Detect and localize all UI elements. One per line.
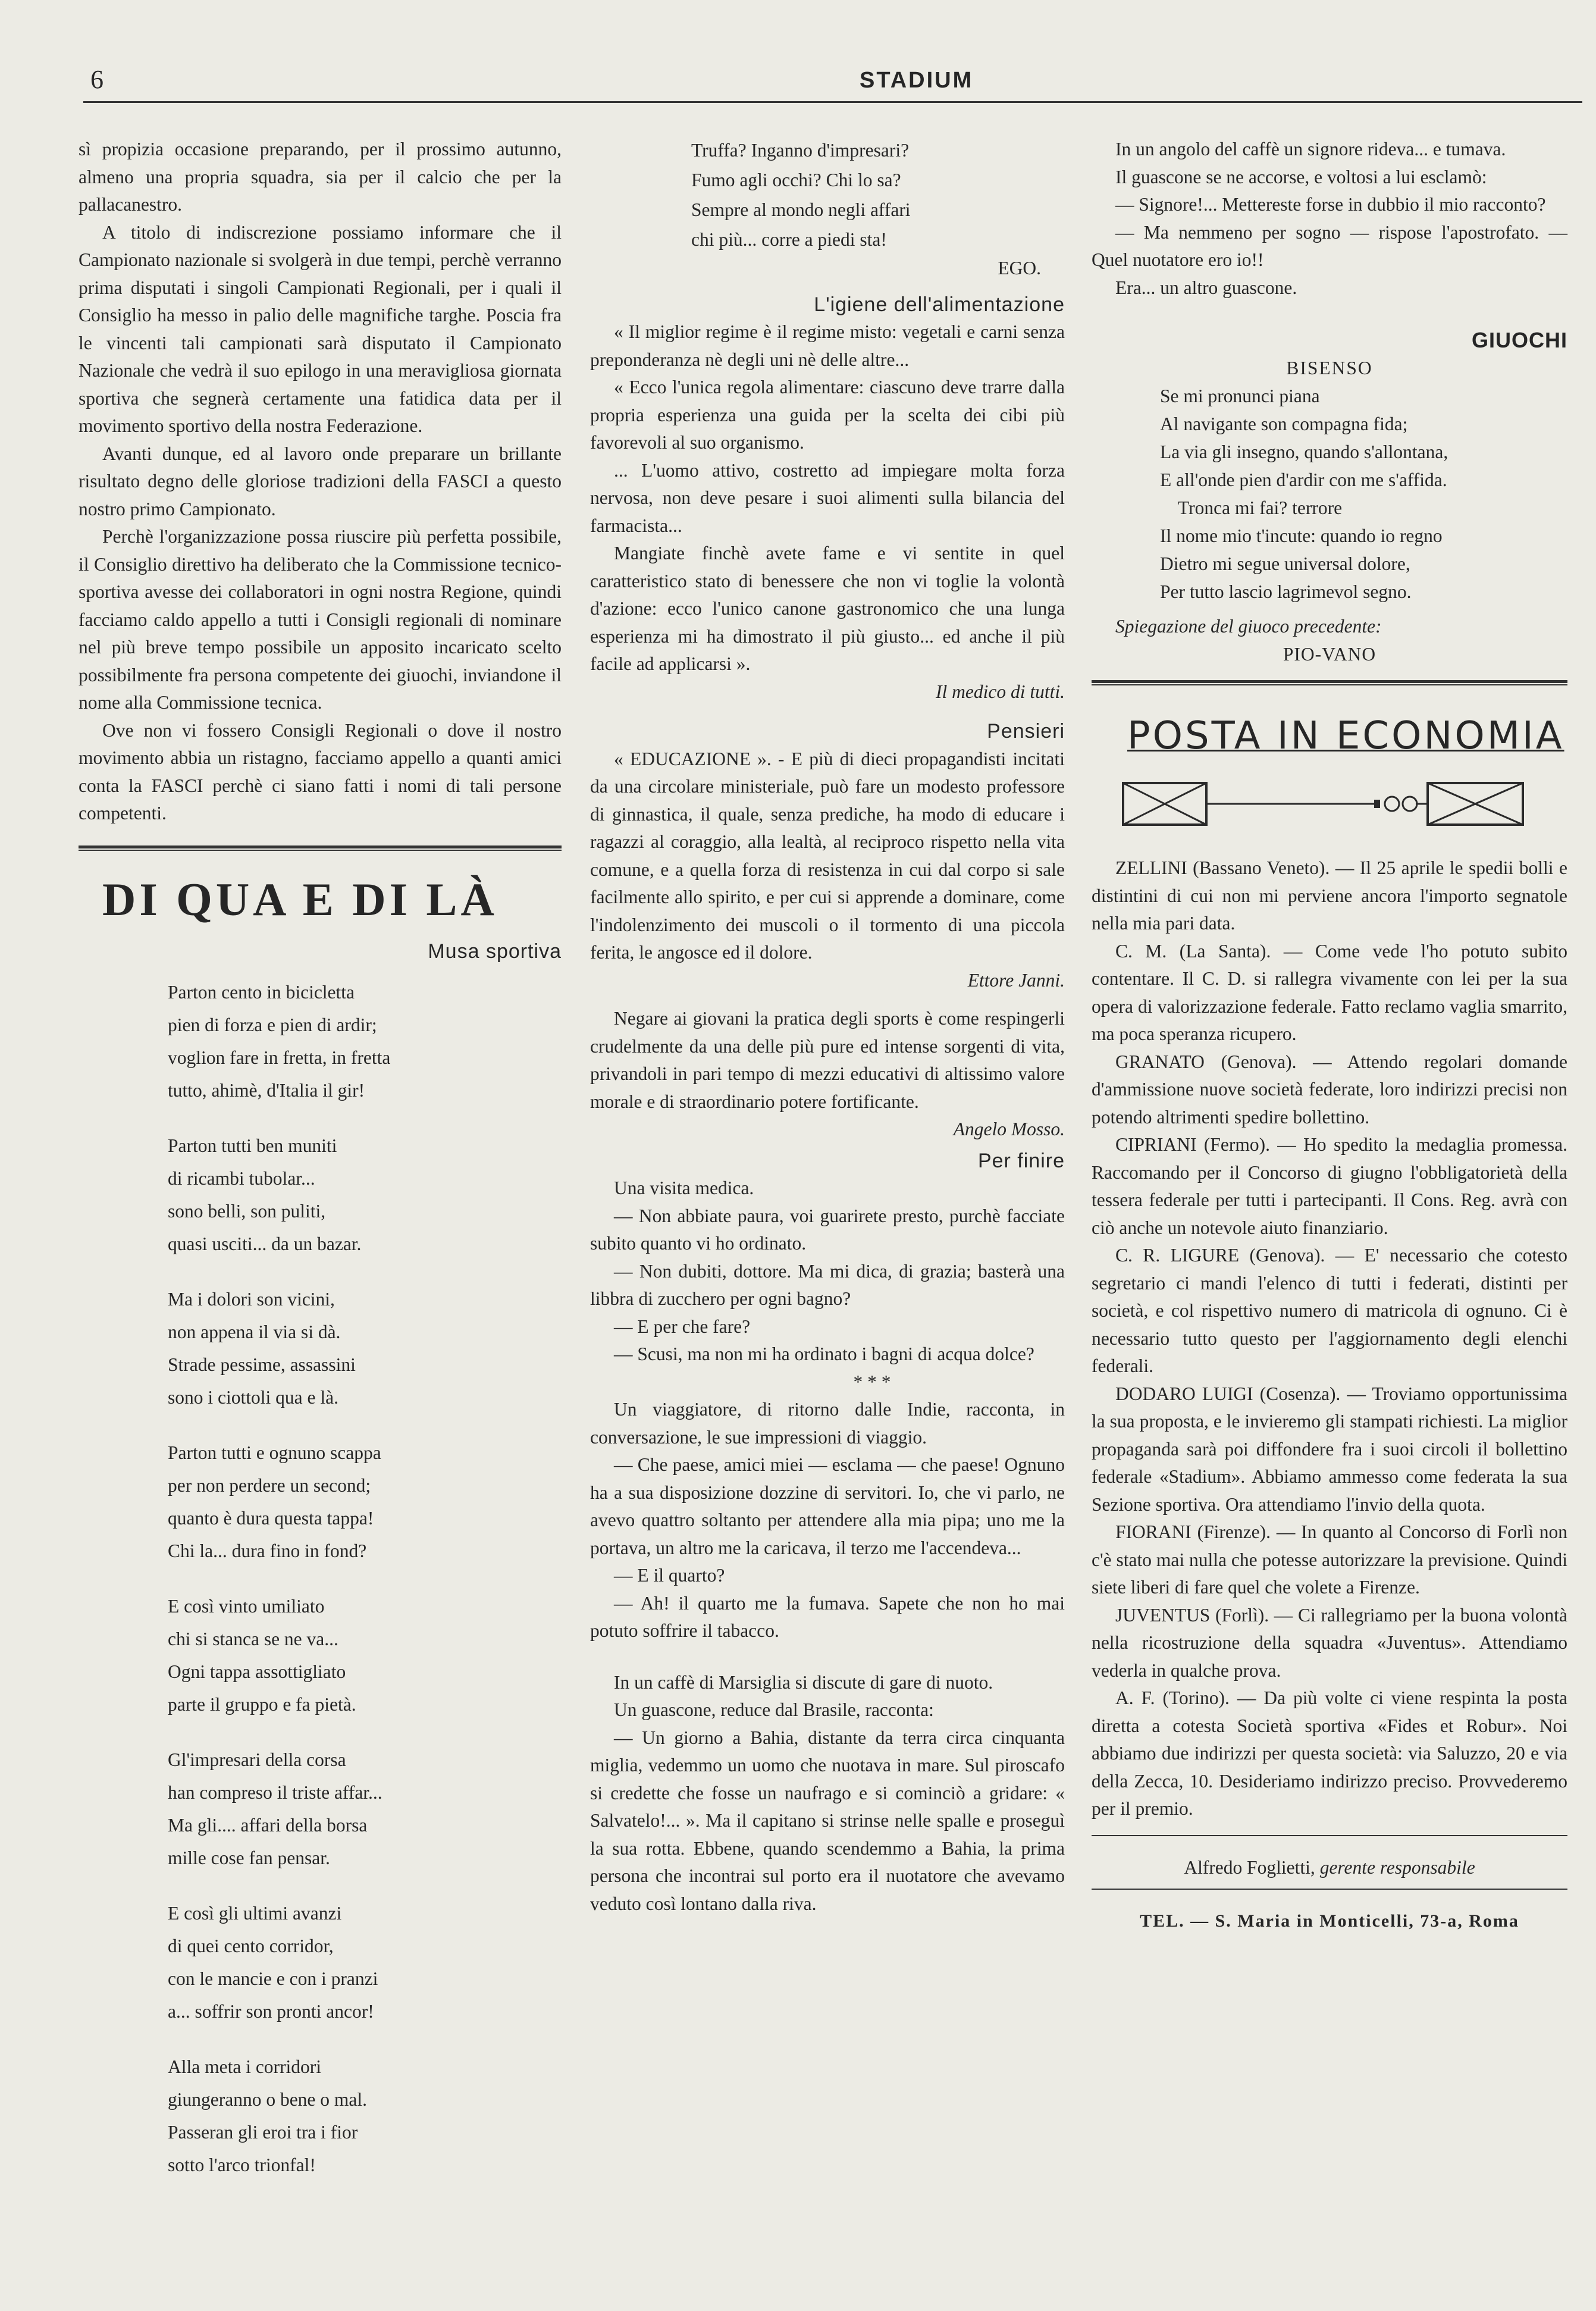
poem-line: voglion fare in fretta, in fretta (168, 1047, 391, 1068)
puzzle-explanation: Spiegazione del giuoco precedente: (1115, 616, 1382, 637)
article-paragraph: Il guascone se ne accorse, e voltosi a lui esclamò: (1115, 166, 1487, 187)
verse-signature: EGO. (998, 258, 1041, 278)
poem-line: Parton tutti ben muniti (168, 1135, 337, 1156)
poem-line: sono i ciottoli qua e là. (168, 1387, 338, 1408)
poem-line: non appena il via si dà. (168, 1322, 341, 1342)
article-paragraph: Era... un altro guascone. (1115, 277, 1297, 298)
article-signature: Angelo Mosso. (953, 1119, 1065, 1139)
poem-line: a... soffrir son pronti ancor! (168, 2001, 374, 2022)
poem-line: Chi la... dura fino in fond? (168, 1540, 367, 1561)
column-1 (79, 136, 562, 2204)
verse-line: Per tutto lascio lagrimevol segno. (1160, 581, 1412, 602)
poem-line: per non perdere un second; (168, 1475, 371, 1496)
section-rule (1092, 684, 1567, 685)
posta-entry: A. F. (Torino). — Da più volte ci viene respinta la posta diretta a cotesta Società sportiva «Fides et Robur». Noi abbiamo due indirizzi per questa società: via Saluzzo, 20 e via della Zecca, 10. Desideriamo indirizzo preciso. Provvederemo per il premio. (1092, 1687, 1567, 1819)
article-paragraph: Negare ai giovani la pratica degli sports è come respingerli crudelmente da una delle più pure ed intense sorgenti di vita, privandoli in pari tempo di mezzi educativi di altissimo valore morale e di straordinario potere fortificante. (590, 1008, 1065, 1112)
posta-entry: FIORANI (Firenze). — In quanto al Concorso di Forlì non c'è stato mai nulla che potesse autorizzare la previsione. Quindi siete liberi di fare quel che volete a Firenze. (1092, 1521, 1567, 1598)
puzzle-solution: PIO-VANO (1283, 643, 1376, 665)
telephone-address: TEL. — S. Maria in Monticelli, 73-a, Roma (1140, 1911, 1519, 1931)
section-heading: Pensieri (987, 720, 1065, 743)
games-heading: GIUOCHI (1471, 328, 1567, 352)
article-paragraph: Una visita medica. (614, 1178, 754, 1198)
poem-title: Musa sportiva (428, 940, 562, 963)
poem-line: Strade pessime, assassini (168, 1354, 356, 1375)
poem-line: sotto l'arco trionfal! (168, 2155, 316, 2175)
posta-entry: ZELLINI (Bassano Veneto). — Il 25 aprile le spedii bolli e distintini di cui non mi perviene ancora l'importo segnatole nella mia pari data. (1092, 857, 1567, 934)
article-paragraph: A titolo di indiscrezione possiamo informare che il Campionato nazionale si svolgerà in due tempi, perchè verranno prima disputati i singoli Campionati Regionali, per i quali il Consiglio ha messo in palio delle magnifiche targhe. Poscia fra le vincenti tali campionati sarà disputato il Campionato Nazionale che vedrà il suo epilogo in una meravigliosa giornata sportiva che segnerà certamente una fatidica data per il movimento sportivo della nostra Federazione. (79, 221, 562, 436)
masthead-title: STADIUM (860, 68, 974, 93)
article-paragraph: — Che paese, amici miei — esclama — che paese! Ognuno ha a sua disposizione dozzine di servitori. Io, che vi parlo, ne avevo quattro soltanto per attendere alla mia pipa; uno me la portava, un altro me la caricava, il terzo me l'accendeva... (590, 1454, 1065, 1558)
verse-line: chi più... corre a piedi sta! (691, 229, 887, 250)
poem-stanza (168, 1743, 562, 1874)
verse-line: E all'onde pien d'ardir con me s'affida. (1160, 469, 1447, 490)
article-paragraph: — Ma nemmeno per sogno — rispose l'apostrofato. — Quel nuotatore ero io!! (1092, 221, 1567, 270)
posta-entry: GRANATO (Genova). — Attendo regolari domande d'ammissione nuove società federate, loro indirizzi precisi non potendo altrimenti spedire bollettino. (1092, 1051, 1567, 1128)
verse-line: Al navigante son compagna fida; (1160, 414, 1408, 434)
poem-stanza (168, 2050, 562, 2181)
verse-line: Sempre al mondo negli affari (691, 199, 911, 220)
article-paragraph: — Scusi, ma non mi ha ordinato i bagni di acqua dolce? (614, 1344, 1034, 1364)
article-signature: Il medico di tutti. (936, 681, 1065, 702)
article-paragraph: Mangiate finchè avete fame e vi sentite in quel caratteristico stato di benessere che non vi toglie la volontà d'azione: ecco l'unico canone gastronomico che una lunga esperienza mi ha dimostrato il più giusto... ed anche il più facile ad applicarsi ». (590, 543, 1065, 674)
article-paragraph: — Non dubiti, dottore. Ma mi dica, di grazia; basterà una libbra di zucchero per ogni bagno? (590, 1260, 1065, 1309)
verse-line: Il nome mio t'incute: quando io regno (1160, 525, 1443, 546)
footer-rule (1092, 1889, 1567, 1890)
poem-line: tutto, ahimè, d'Italia il gir! (168, 1080, 365, 1101)
poem-line: pien di forza e pien di ardir; (168, 1014, 377, 1035)
section-heading: Per finire (977, 1149, 1065, 1172)
poem-line: parte il gruppo e fa pietà. (168, 1694, 356, 1715)
poem-line: di ricambi tubolar... (168, 1168, 315, 1189)
poem-line: Parton tutti e ognuno scappa (168, 1442, 381, 1463)
posta-entry: C. M. (La Santa). — Come vede l'ho potuto subito contentare. Il C. D. si rallegra vivamente con lei per la sua opera di valorizzazione federale. Fatto reclamo vaglia smarrito, ma poca speranza ricupero. (1092, 940, 1567, 1044)
article-paragraph: — E per che fare? (614, 1316, 751, 1337)
poem-line: E così gli ultimi avanzi (168, 1903, 342, 1924)
poem (168, 976, 562, 2181)
poem-line: mille cose fan pensar. (168, 1847, 330, 1868)
page-header (83, 64, 1582, 100)
poem-line: quanto è dura questa tappa! (168, 1508, 374, 1529)
article-signature: Ettore Janni. (967, 969, 1065, 991)
column-2 (590, 136, 1065, 1918)
posta-entry: JUVENTUS (Forlì). — Ci rallegriamo per la buona volontà nella ricostruzione della squadra «Juventus». Attendiamo vederla in qualche prova. (1092, 1604, 1567, 1681)
section-separator: * * * (853, 1371, 891, 1392)
verse-line: La via gli insegno, quando s'allontana, (1160, 441, 1448, 462)
gerente-role: gerente responsabile (1319, 1856, 1475, 1878)
envelope-banner-illustration (1118, 771, 1547, 843)
article-paragraph: In un angolo del caffè un signore rideva... e tumava. (1115, 139, 1506, 159)
poem-line: Ma i dolori son vicini, (168, 1289, 335, 1310)
puzzle-title: BISENSO (1286, 357, 1373, 378)
posta-entry: DODARO LUIGI (Cosenza). — Troviamo opportunissima la sua proposta, e le invieremo gli stampati richiesti. La miglior propaganda sarà poi diffondere fra i suoi circoli il bollettino federale «Stadium». Abbiamo ammesso come federata la sua Sezione sportiva. Ora attendiamo l'invio della quota. (1092, 1383, 1567, 1515)
article-paragraph: « EDUCAZIONE ». - E più di dieci propagandisti incitati da una circolare ministeriale, può fare un modesto professore di ginnastica, il quale, senza prediche, ha modo di educare i ragazzi al coraggio, alla lealtà, al reciproco rispetto nella vita comune, e a quella forza di resistenza in cui dal corpo si sale facilmente allo spirito, e per cui si apprende a dominare, come l'indolenzimento dei muscoli o il tormento di una piccola ferita, le angosce ed il dolore. (590, 748, 1065, 963)
poem-line: con le mancie e con i pranzi (168, 1968, 378, 1989)
article-paragraph: In un caffè di Marsiglia si discute di gare di nuoto. (614, 1671, 993, 1693)
poem-line: chi si stanca se ne va... (168, 1629, 338, 1649)
article-paragraph: Ove non vi fossero Consigli Regionali o dove il nostro movimento abbia un ristagno, facciamo appello a quanti amici conta la FASCI perchè ci siano fatti i nomi di tali persone competenti. (79, 719, 562, 823)
article-paragraph: Avanti dunque, ed al lavoro onde preparare un brillante risultato degno delle gloriose tradizioni della FASCI a questo nostro primo Campionato. (79, 443, 562, 519)
gerente-line (1092, 1854, 1567, 1882)
poem-line: quasi usciti... da un bazar. (168, 1233, 362, 1254)
verse (691, 136, 1065, 255)
poem-line: giungeranno o bene o mal. (168, 2089, 368, 2110)
verse-line: Tronca mi fai? terrore (1178, 497, 1343, 518)
gerente-name: Alfredo Foglietti, (1184, 1856, 1315, 1878)
posta-title: POSTA IN ECONOMIA (1127, 714, 1564, 758)
poem-stanza (168, 1897, 562, 2028)
header-rule (83, 101, 1582, 103)
section-heading: L'igiene dell'alimentazione (814, 293, 1065, 316)
article-paragraph: Perchè l'organizzazione possa riuscire più perfetta possibile, il Consiglio direttivo ha deliberato che la Commissione tecnico-sportiva avesse dei collaboratori in ogni nostra Regione, quindi facciamo caldo appello a tutti i Consigli regionali di nominare nel più breve tempo possibile un apposito incaricato scelto possibilmente fra persona competente dei giuochi, inviandone il nome alla Commissione tecnica. (79, 526, 562, 713)
poem-stanza (168, 1283, 562, 1414)
column-3 (1092, 136, 1567, 1936)
posta-entry: CIPRIANI (Fermo). — Ho spedito la medaglia promessa. Raccomando per il Concorso di giugno l'obbligatorietà della tessera federale per tutti i partecipanti. Il Cons. Reg. avrà con ciò anche un notevole aiuto finanziario. (1092, 1134, 1567, 1238)
poem-line: Gl'impresari della corsa (168, 1749, 346, 1770)
poem-line: sono belli, son puliti, (168, 1201, 326, 1222)
article-paragraph: Un viaggiatore, di ritorno dalle Indie, racconta, in conversazione, le sue impressioni di viaggio. (590, 1399, 1065, 1448)
section-rule (1092, 680, 1567, 683)
article-paragraph: Un guascone, reduce dal Brasile, racconta: (614, 1699, 934, 1720)
article-paragraph: — Ah! il quarto me la fumava. Sapete che non ho mai potuto soffrire il tabacco. (590, 1592, 1065, 1641)
section-rule (79, 846, 562, 848)
article-paragraph: — Signore!... Mettereste forse in dubbio il mio racconto? (1115, 194, 1546, 215)
article-paragraph: — Non abbiate paura, voi guarirete presto, purchè facciate subito quanto vi ho ordinato. (590, 1205, 1065, 1254)
article-paragraph: sì propizia occasione preparando, per il prossimo autunno, almeno una propria squadra, sia per il calcio che per la pallacanestro. (79, 139, 562, 215)
footer-rule (1092, 1835, 1567, 1836)
article-paragraph: ... L'uomo attivo, costretto ad impiegare molta forza nervosa, non deve pesare i suoi alimenti sulla bilancia del farmacista... (590, 459, 1065, 536)
section-title: DI QUA E DI LÀ (102, 873, 498, 925)
poem-line: Alla meta i corridori (168, 2056, 322, 2077)
poem-line: di quei cento corridor, (168, 1936, 334, 1956)
article-paragraph: — Un giorno a Bahia, distante da terra circa cinquanta miglia, vedemmo un uomo che nuotava in mare. Sul piroscafo si credette che fosse un naufrago e si cominciò a gridare: « Salvatelo!... ». Ma il capitano si strinse nelle spalle e proseguì la sua rotta. Ebbene, quando scendemmo a Bahia, la prima persona che incontrai sul porto era il nuotatore che avevamo veduto così lontano dalla riva. (590, 1727, 1065, 1914)
poem-stanza (168, 976, 562, 1107)
article-paragraph: — E il quarto? (614, 1565, 725, 1586)
poem-stanza (168, 1129, 562, 1260)
poem-line: Passeran gli eroi tra i fior (168, 2122, 358, 2143)
poem-line: E così vinto umiliato (168, 1596, 325, 1617)
poem-stanza (168, 1436, 562, 1567)
article-paragraph: « Il miglior regime è il regime misto: vegetali e carni senza preponderanza nè degli uni nè delle altre... (590, 321, 1065, 370)
poem-line: Ogni tappa assottigliato (168, 1661, 346, 1682)
poem-line: Parton cento in bicicletta (168, 982, 355, 1003)
page-number: 6 (90, 65, 104, 94)
article-paragraph: « Ecco l'unica regola alimentare: ciascuno deve trarre dalla propria esperienza una guida per la scelta dei cibi più favorevoli al suo organismo. (590, 377, 1065, 453)
verse-line: Dietro mi segue universal dolore, (1160, 553, 1410, 574)
verse-line: Truffa? Inganno d'impresari? (691, 140, 910, 161)
section-rule (79, 850, 562, 851)
poem-line: han compreso il triste affar... (168, 1782, 382, 1803)
poem-stanza (168, 1590, 562, 1721)
verse-line: Se mi pronunci piana (1160, 386, 1320, 406)
verse-line: Fumo agli occhi? Chi lo sa? (691, 170, 901, 190)
poem-line: Ma gli.... affari della borsa (168, 1815, 368, 1836)
posta-entry: C. R. LIGURE (Genova). — E' necessario che cotesto segretario ci mandi l'elenco di tutti i federati, distinti per società, e col rispettivo numero di matricola di ognuno. Ci è necessario tutto questo per l'aggiornamento degli elenchi federali. (1092, 1245, 1567, 1376)
puzzle-verse (1160, 382, 1567, 606)
